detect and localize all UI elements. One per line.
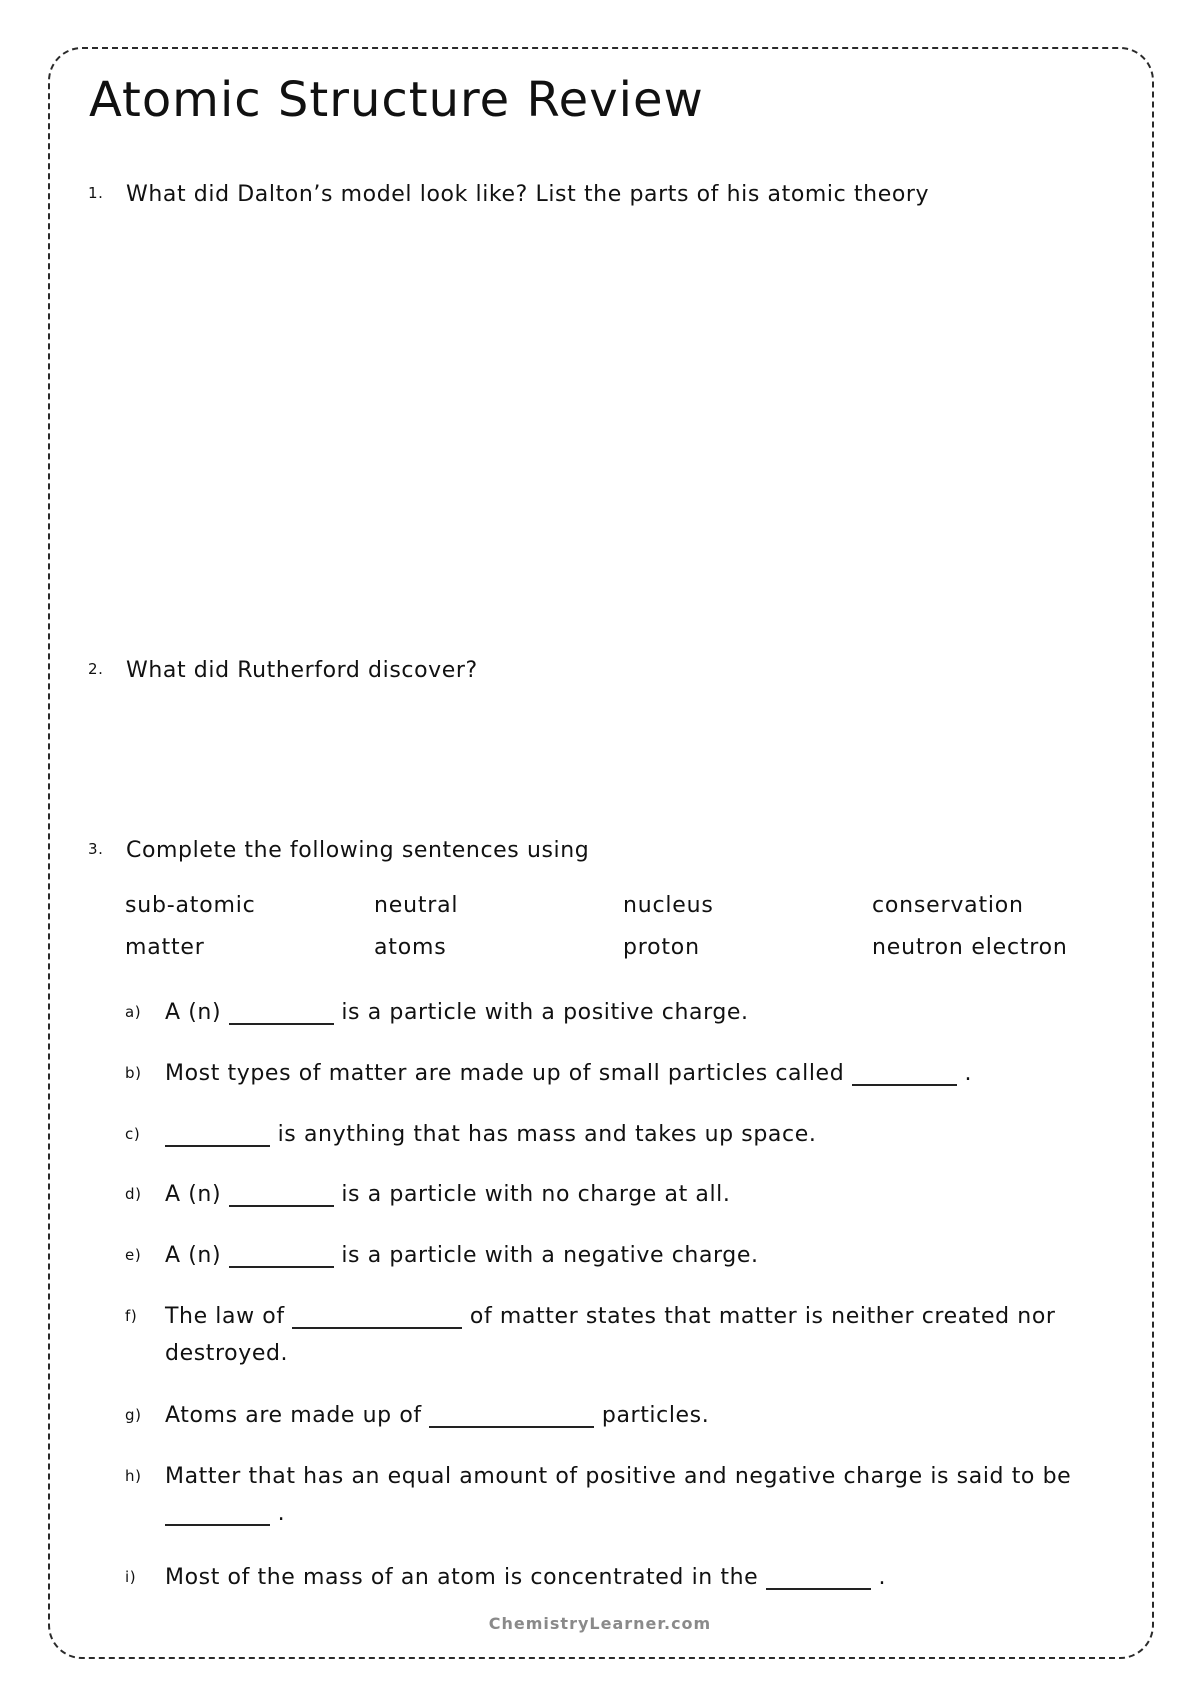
question-2 [88, 658, 478, 683]
answer-blank[interactable] [852, 1062, 957, 1086]
answer-blank[interactable] [165, 1123, 270, 1147]
word-bank-term: neutral [374, 893, 459, 918]
word-bank [125, 893, 1121, 961]
question-3 [88, 838, 589, 863]
question-number: 1. [88, 184, 104, 202]
item-label: c) [125, 1125, 141, 1143]
question-number: 2. [88, 660, 104, 678]
word-bank-term: neutron electron [872, 935, 1068, 960]
item-label: e) [125, 1246, 142, 1264]
item-label: a) [125, 1003, 142, 1021]
item-text-before: Atoms are made up of [165, 1403, 422, 1428]
item-text-before: Matter that has an equal amount of positive and negative charge is said to be [165, 1464, 1072, 1489]
item-text-after: . [964, 1061, 973, 1086]
item-label: g) [125, 1406, 142, 1424]
item-text-after: . [878, 1565, 887, 1590]
item-text-before: Most of the mass of an atom is concentrated in the [165, 1565, 759, 1590]
answer-blank[interactable] [229, 1183, 334, 1207]
item-text-after: is a particle with no charge at all. [341, 1182, 731, 1207]
word-bank-term: conservation [872, 893, 1024, 918]
word-bank-term: proton [623, 935, 700, 960]
answer-blank[interactable] [229, 1001, 334, 1025]
item-text-after: of matter states that matter is neither created nor destroyed. [165, 1304, 1056, 1366]
fill-in-item-i [125, 1559, 886, 1596]
answer-blank[interactable] [766, 1566, 871, 1590]
answer-blank[interactable] [292, 1305, 462, 1329]
question-text: What did Dalton’s model look like? List the parts of his atomic theory [126, 182, 930, 207]
item-text-after: is a particle with a negative charge. [341, 1243, 759, 1268]
word-bank-term: nucleus [623, 893, 714, 918]
item-label: h) [125, 1467, 142, 1485]
word-bank-term: atoms [374, 935, 447, 960]
question-number: 3. [88, 840, 104, 858]
fill-in-item-f [125, 1298, 1135, 1372]
fill-in-item-c [125, 1116, 816, 1153]
item-label: b) [125, 1064, 142, 1082]
item-text-after: particles. [601, 1403, 710, 1428]
question-1 [88, 182, 929, 207]
item-text-after: is a particle with a positive charge. [341, 1000, 749, 1025]
fill-in-item-a [125, 994, 749, 1031]
fill-in-item-h [125, 1458, 1135, 1532]
item-text-after: . [277, 1501, 286, 1526]
question-text: What did Rutherford discover? [126, 658, 478, 683]
footer-credit: ChemistryLearner.com [488, 1614, 712, 1633]
item-text-before: A (n) [165, 1182, 222, 1207]
item-text-before: The law of [165, 1304, 285, 1329]
item-label: d) [125, 1185, 142, 1203]
answer-blank[interactable] [429, 1404, 594, 1428]
item-text-after: is anything that has mass and takes up space. [277, 1122, 817, 1147]
question-text: Complete the following sentences using [126, 838, 590, 863]
item-text-before: A (n) [165, 1243, 222, 1268]
fill-in-item-g [125, 1397, 709, 1434]
fill-in-item-e [125, 1237, 759, 1274]
word-bank-term: sub-atomic [125, 893, 256, 918]
answer-blank[interactable] [165, 1502, 270, 1526]
page-title: Atomic Structure Review [89, 72, 704, 128]
item-text-before: A (n) [165, 1000, 222, 1025]
answer-blank[interactable] [229, 1244, 334, 1268]
fill-in-item-d [125, 1176, 731, 1213]
item-text-before: Most types of matter are made up of small particles called [165, 1061, 845, 1086]
word-bank-term: matter [125, 935, 205, 960]
item-label: f) [125, 1307, 138, 1325]
fill-in-item-b [125, 1055, 972, 1092]
item-label: i) [125, 1568, 137, 1586]
